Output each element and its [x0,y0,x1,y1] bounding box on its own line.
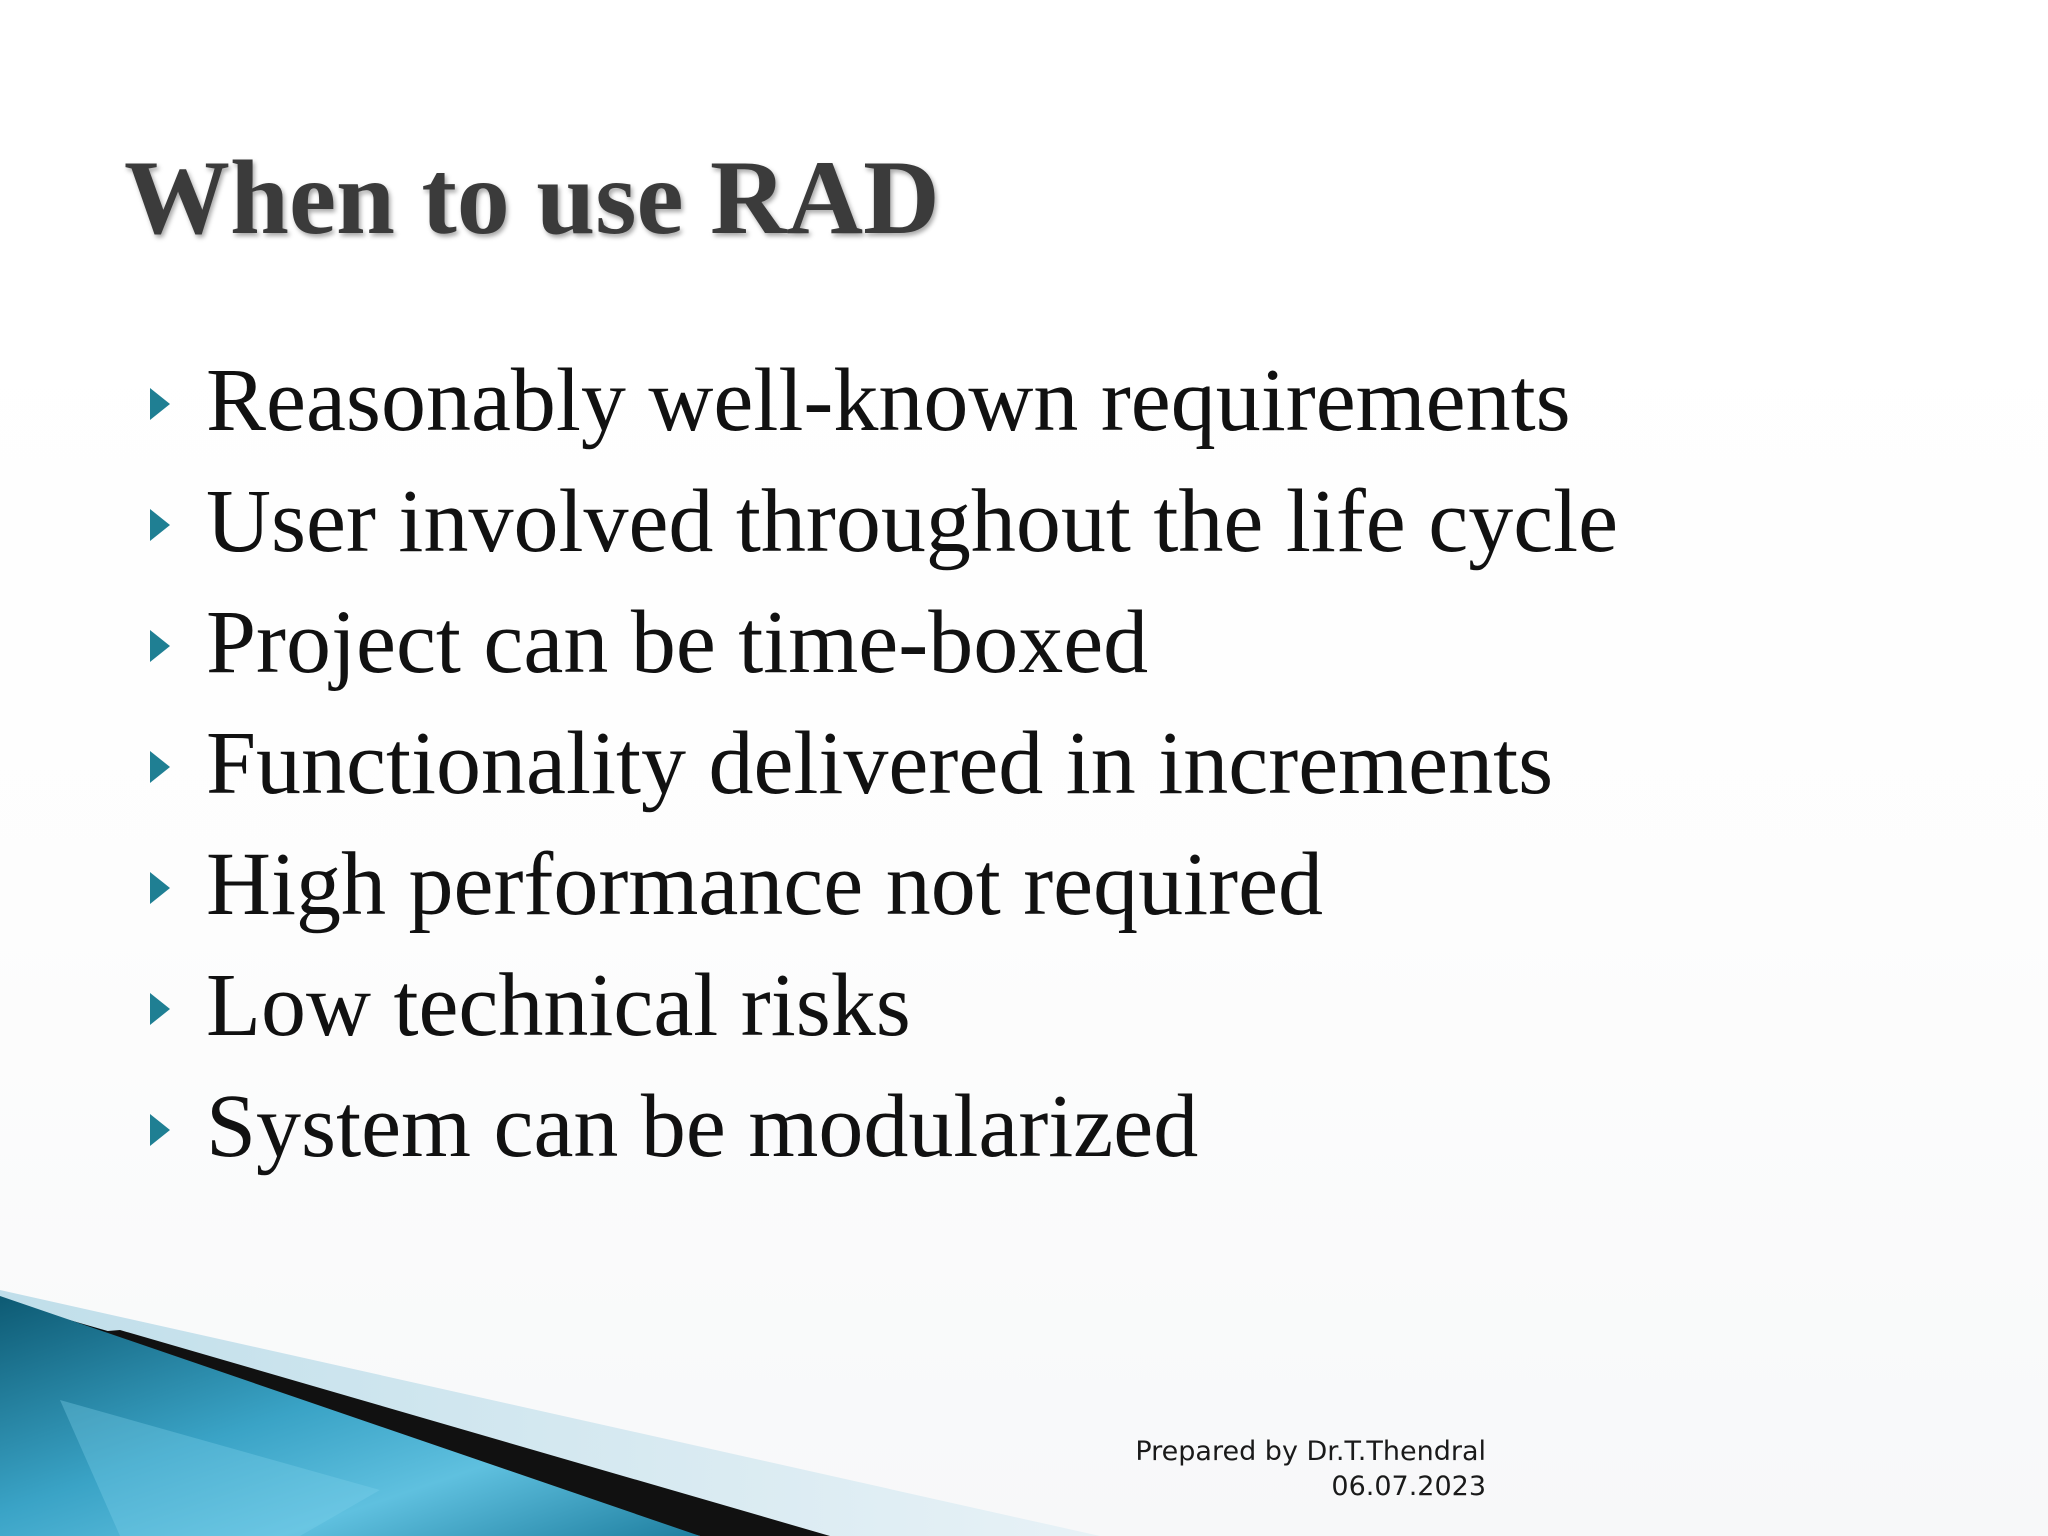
bullet-text: User involved throughout the life cycle [206,472,1619,571]
bullet-text: High performance not required [206,835,1324,934]
footer-date: 06.07.2023 [1331,1471,1486,1502]
bullet-text: System can be modularized [206,1077,1199,1176]
bullet-text: Project can be time-boxed [206,593,1149,692]
slide-title: When to use RAD [124,139,940,256]
footer-author: Prepared by Dr.T.Thendral [1135,1436,1486,1467]
bullet-text: Functionality delivered in increments [206,714,1554,813]
bullet-text: Reasonably well-known requirements [206,351,1571,450]
bullet-text: Low technical risks [206,956,911,1055]
slide-footer [1135,1434,1486,1504]
